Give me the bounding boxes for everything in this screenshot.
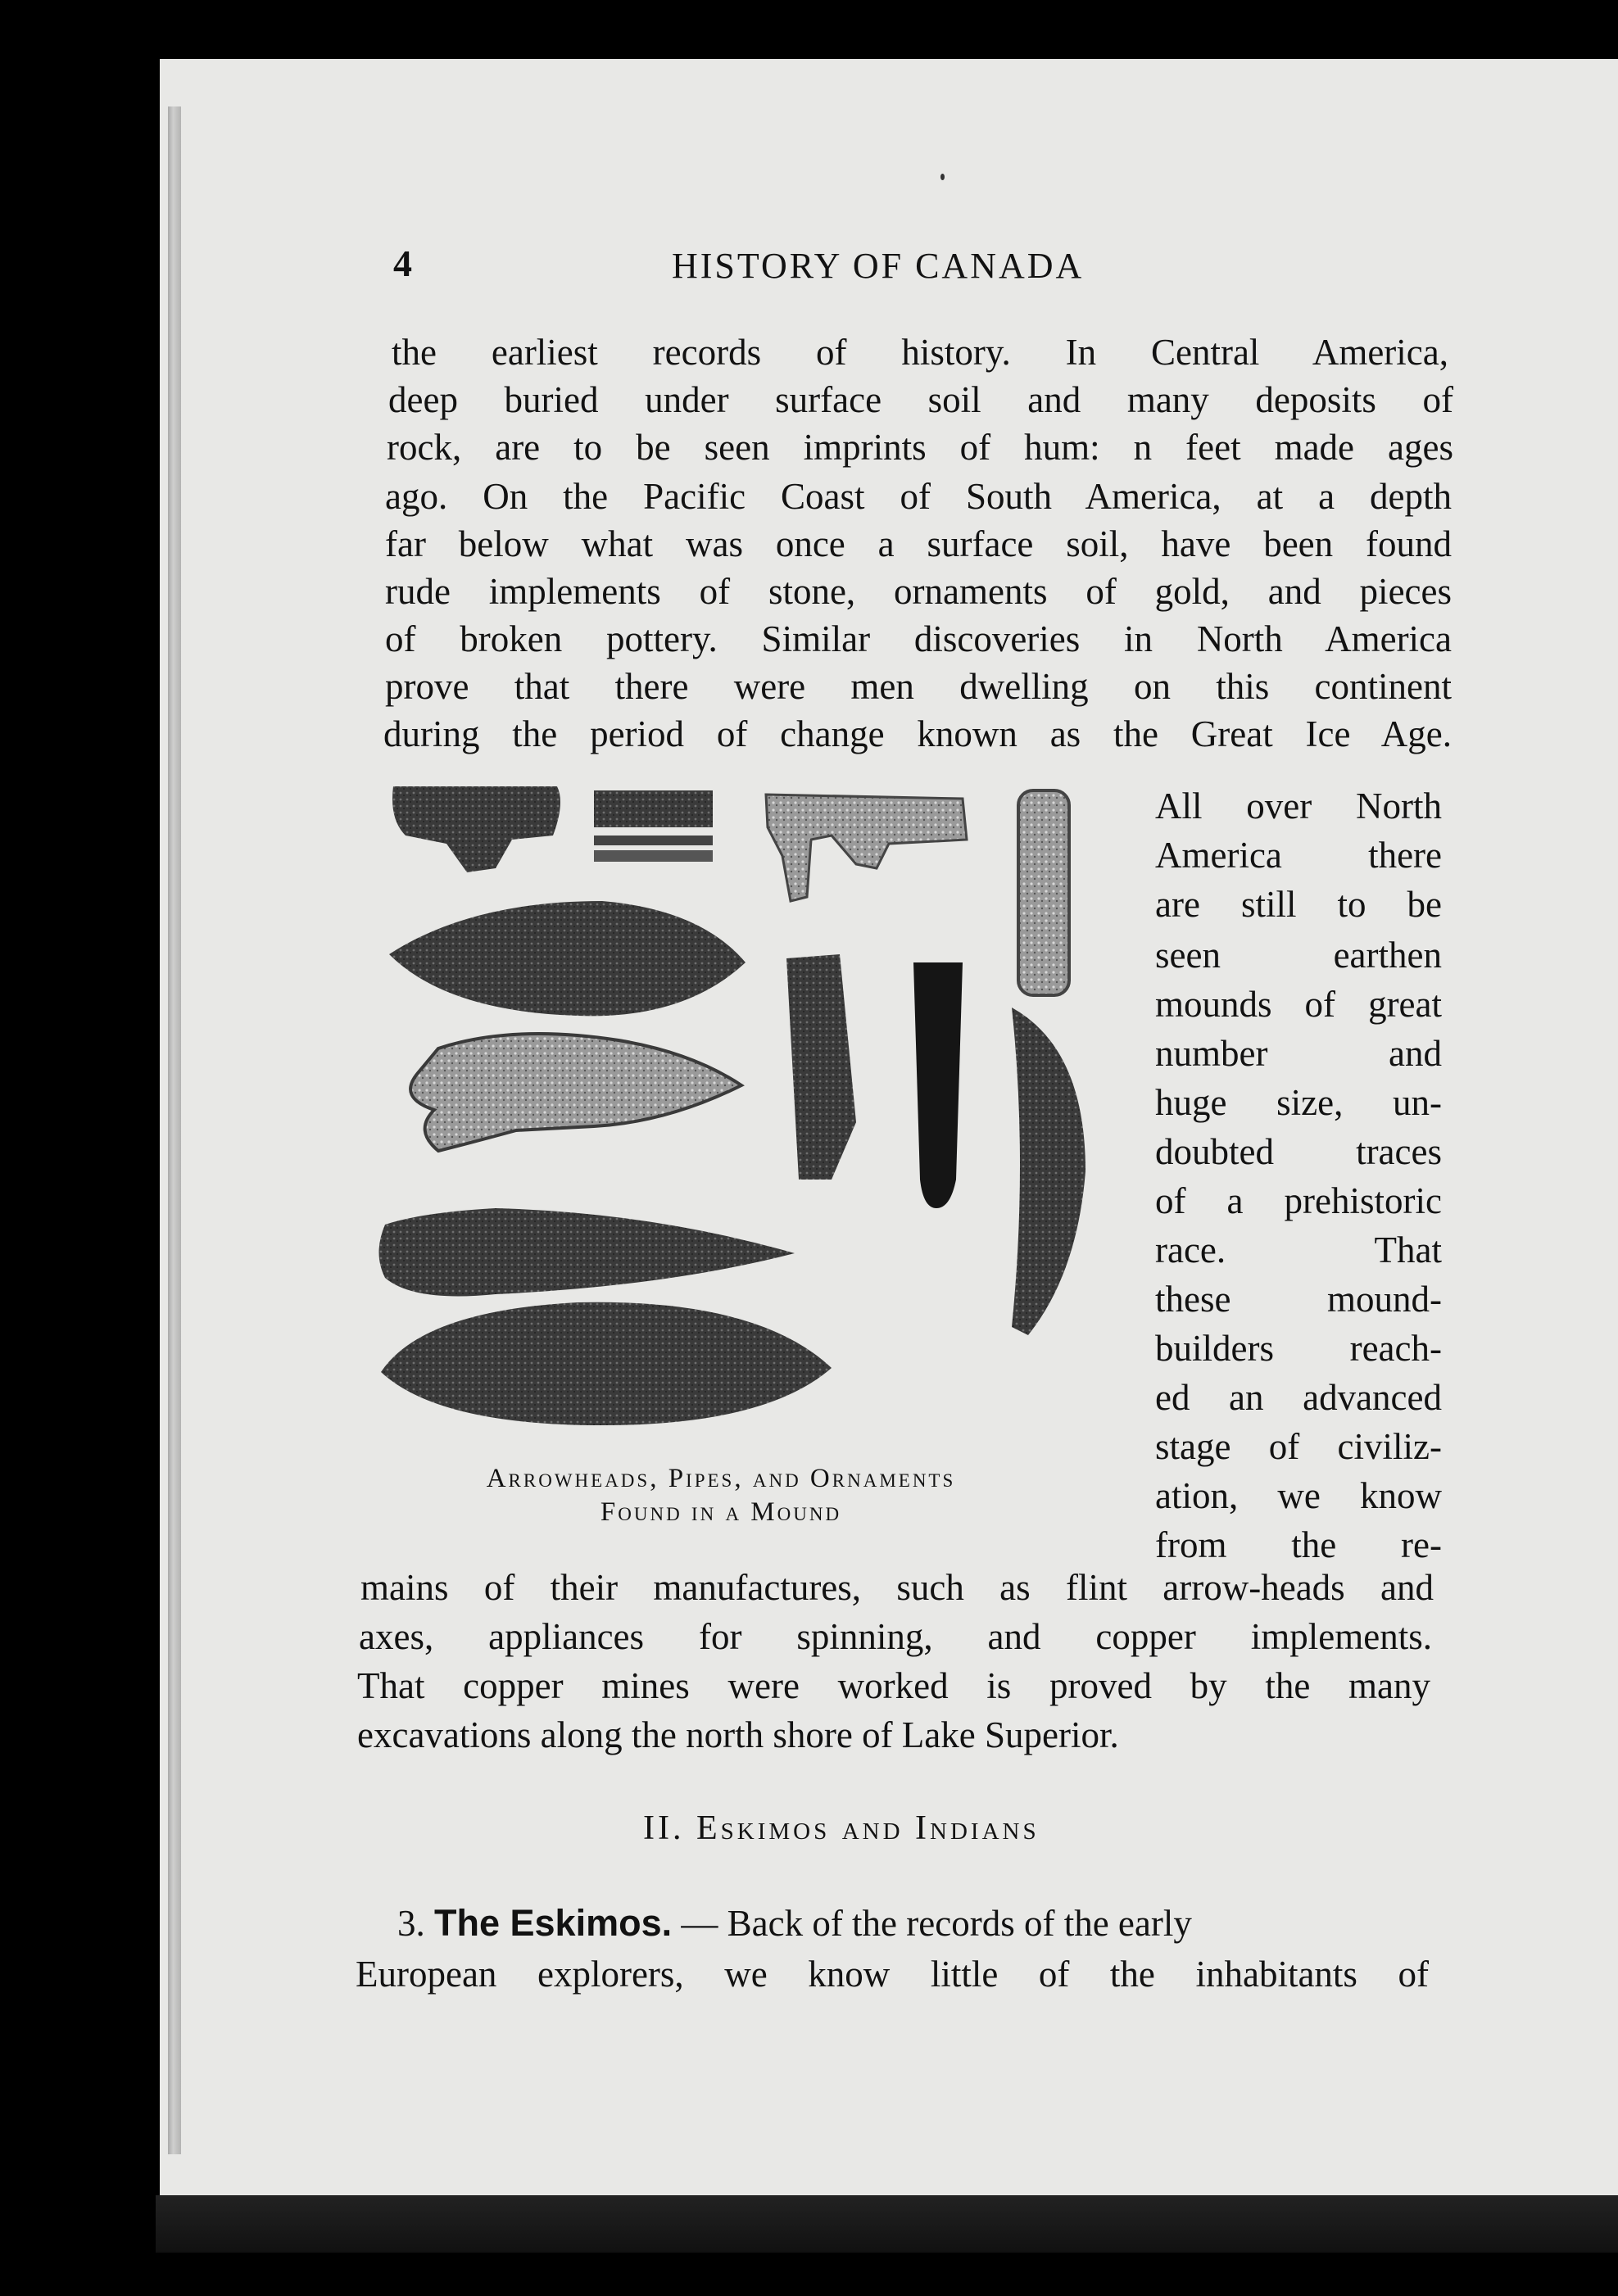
body-line: during the period of change known as the Great Ice Age.	[383, 713, 1452, 754]
column-line: seen earthen	[1155, 935, 1442, 976]
paragraph-3-line1-text: — Back of the records of the early	[681, 1903, 1192, 1944]
section-heading: II. Eskimos and Indians	[643, 1809, 1040, 1847]
ornament-artifact	[594, 790, 713, 862]
column-line: number and	[1155, 1033, 1442, 1074]
artifacts-illustration	[373, 778, 1110, 1425]
column-line: of a prehistoric	[1155, 1180, 1442, 1221]
rod-artifact	[913, 962, 963, 1208]
column-line: race. That	[1155, 1230, 1442, 1270]
paragraph-3-line2: European explorers, we know little of the inhabitants of	[356, 1954, 1429, 1995]
column-line: doubted traces	[1155, 1131, 1442, 1172]
leaf-blade-artifact	[389, 901, 746, 1016]
pipe-artifact	[392, 786, 560, 872]
column-line: huge size, un-	[1155, 1082, 1442, 1123]
column-line: mounds of great	[1155, 984, 1442, 1025]
paragraph-number: 3.	[397, 1903, 425, 1944]
column-line: builders reach-	[1155, 1328, 1442, 1369]
figure-caption-line1: Arrowheads, Pipes, and Ornaments	[486, 1464, 956, 1493]
body-line: mains of their manufactures, such as flint arrow-heads and	[360, 1567, 1434, 1608]
column-line: All over North	[1155, 786, 1442, 826]
body-line: deep buried under surface soil and many deposits of	[388, 379, 1453, 420]
body-line: That copper mines were worked is proved by the many	[357, 1665, 1430, 1706]
column-line: ation, we know	[1155, 1475, 1442, 1516]
paragraph-3-line1	[397, 1900, 1192, 1946]
serrated-tool-artifact	[766, 795, 967, 901]
column-line: stage of civiliz-	[1155, 1426, 1442, 1467]
column-line: from the re-	[1155, 1524, 1442, 1565]
page-binding-shadow	[168, 106, 181, 2154]
body-line: far below what was once a surface soil, have been found	[385, 523, 1452, 564]
paragraph-heading: The Eskimos.	[434, 1902, 673, 1944]
tapered-pipe-artifact	[786, 954, 856, 1180]
arrowhead-artifact	[410, 1034, 741, 1151]
gorget-artifact	[1018, 790, 1069, 995]
print-speck	[940, 174, 945, 180]
page-number: 4	[393, 242, 412, 284]
page-header	[393, 242, 1450, 299]
page-bottom-edge	[156, 2195, 1618, 2253]
spear-point-artifact	[379, 1208, 795, 1297]
body-line: axes, appliances for spinning, and copper implements.	[359, 1616, 1432, 1657]
body-line: rude implements of stone, ornaments of gold, and pieces	[385, 571, 1452, 612]
column-line: these mound-	[1155, 1279, 1442, 1320]
body-line: rock, are to be seen imprints of hum: n feet made ages	[387, 427, 1453, 468]
body-line: the earliest records of history. In Central America,	[392, 332, 1448, 373]
crescent-artifact	[1012, 1008, 1085, 1335]
figure-caption-line2: Found in a Mound	[600, 1497, 842, 1527]
running-title: HISTORY OF CANADA	[672, 246, 1085, 286]
body-line: ago. On the Pacific Coast of South America, at a depth	[385, 476, 1452, 517]
column-line: America there	[1155, 835, 1442, 876]
column-line: ed an advanced	[1155, 1377, 1442, 1418]
large-blade-artifact	[381, 1302, 832, 1425]
body-line: of broken pottery. Similar discoveries in North America	[385, 618, 1452, 659]
body-line: excavations along the north shore of Lake Superior.	[357, 1714, 1119, 1755]
body-line: prove that there were men dwelling on this continent	[385, 666, 1452, 707]
column-line: are still to be	[1155, 884, 1442, 925]
